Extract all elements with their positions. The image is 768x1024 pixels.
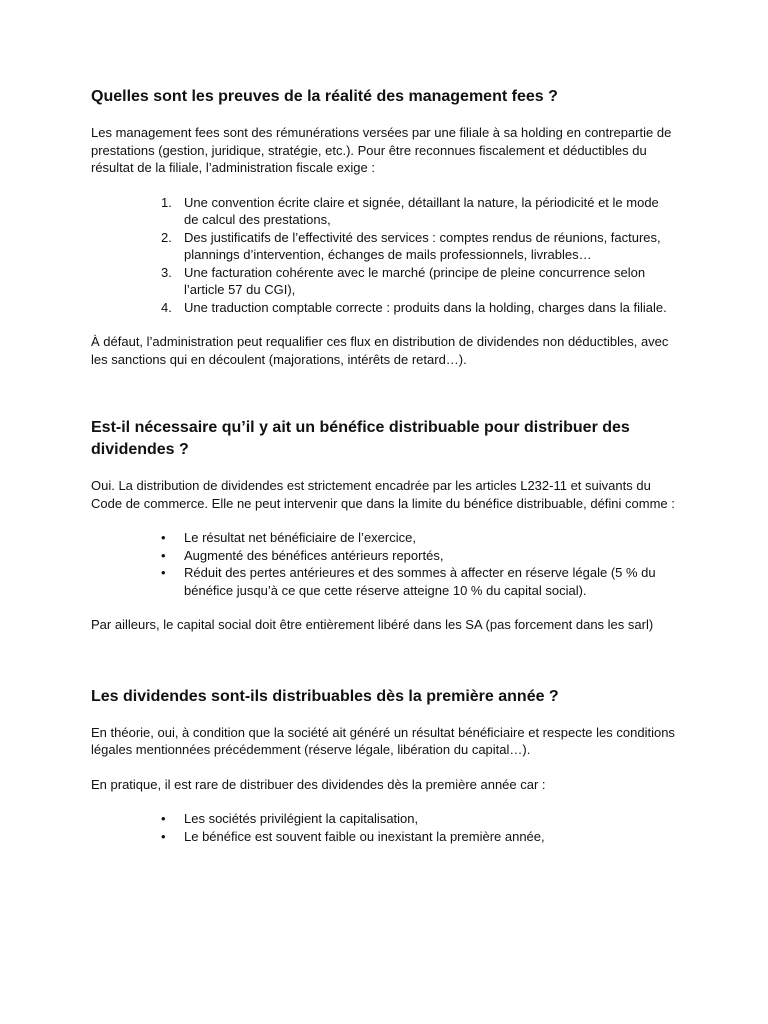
list-item-text: Réduit des pertes antérieures et des sommes à affecter en réserve légale (5 % du bénéfice jusqu’à ce que cette réserve atteigne 10 % du capital social). [184,565,656,598]
list-item-text: Des justificatifs de l’effectivité des services : comptes rendus de réunions, factures, plannings d’intervention, échanges de mails professionnels, livrables… [184,229,661,262]
paragraph-first-year-theory: En théorie, oui, à condition que la société ait généré un résultat bénéficiaire et respecte les conditions légales mentionnées précédemment (réserve légale, libération du capital…). [91,724,675,757]
list-item [91,299,676,317]
list-item [91,828,676,846]
paragraph-management-fees-intro: Les management fees sont des rémunérations versées par une filiale à sa holding en contrepartie de prestations (gestion, juridique, stratégie, etc.). Pour être reconnues fiscalement et déductibles du résultat de la filiale, l’administration fiscale exige : [91,125,672,175]
bullet-icon: • [161,811,166,826]
list-item-text: Une traduction comptable correcte : produits dans la holding, charges dans la filiale. [184,299,667,315]
list-number: 3. [161,264,172,280]
section-heading-first-year-dividends: Les dividendes sont-ils distribuables dès la première année ? [91,687,559,705]
list-item [91,264,676,299]
list-number: 2. [161,229,172,245]
list-number: 4. [161,299,172,315]
list-item-text: Le résultat net bénéficiaire de l’exercice, [184,530,416,545]
bullet-list-first-year-reasons [91,810,676,845]
paragraph-management-fees-outro: À défaut, l’administration peut requalifier ces flux en distribution de dividendes non déductibles, avec les sanctions qui en découlent (majorations, intérêts de retard…). [91,334,669,367]
paragraph-distributable-profit-outro: Par ailleurs, le capital social doit être entièrement libéré dans les SA (pas forcement dans les sarl) [91,617,654,632]
list-item-text: Le bénéfice est souvent faible ou inexistant la première année, [184,828,545,844]
list-item [91,547,676,565]
bullet-icon: • [161,565,166,580]
list-item-text: Une convention écrite claire et signée, détaillant la nature, la périodicité et le mode de calcul des prestations, [184,194,659,227]
bullet-icon: • [161,530,166,545]
bullet-list-profit-definition [91,529,676,599]
list-item-text: Les sociétés privilégient la capitalisation, [184,811,419,826]
bullet-icon: • [161,547,166,563]
section-heading-distributable-profit: Est-il nécessaire qu’il y ait un bénéfice distribuable pour distribuer des dividendes ? [91,419,630,458]
list-item [91,529,676,547]
list-item [91,564,676,599]
paragraph-distributable-profit-intro: Oui. La distribution de dividendes est strictement encadrée par les articles L232-11 et suivants du Code de commerce. Elle ne peut intervenir que dans la limite du bénéfice distribuable, défini comme : [91,478,675,511]
list-item [91,229,676,264]
list-item [91,194,676,229]
list-item-text: Augmenté des bénéfices antérieurs reportés, [184,547,444,563]
list-item [91,810,676,828]
section-heading-management-fees: Quelles sont les preuves de la réalité des management fees ? [91,88,558,105]
list-item-text: Une facturation cohérente avec le marché (principe de pleine concurrence selon l’article 57 du CGI), [184,264,646,297]
numbered-list-proofs [91,194,676,317]
bullet-icon: • [161,828,166,844]
paragraph-first-year-practice: En pratique, il est rare de distribuer des dividendes dès la première année car : [91,776,546,792]
list-number: 1. [161,194,172,210]
